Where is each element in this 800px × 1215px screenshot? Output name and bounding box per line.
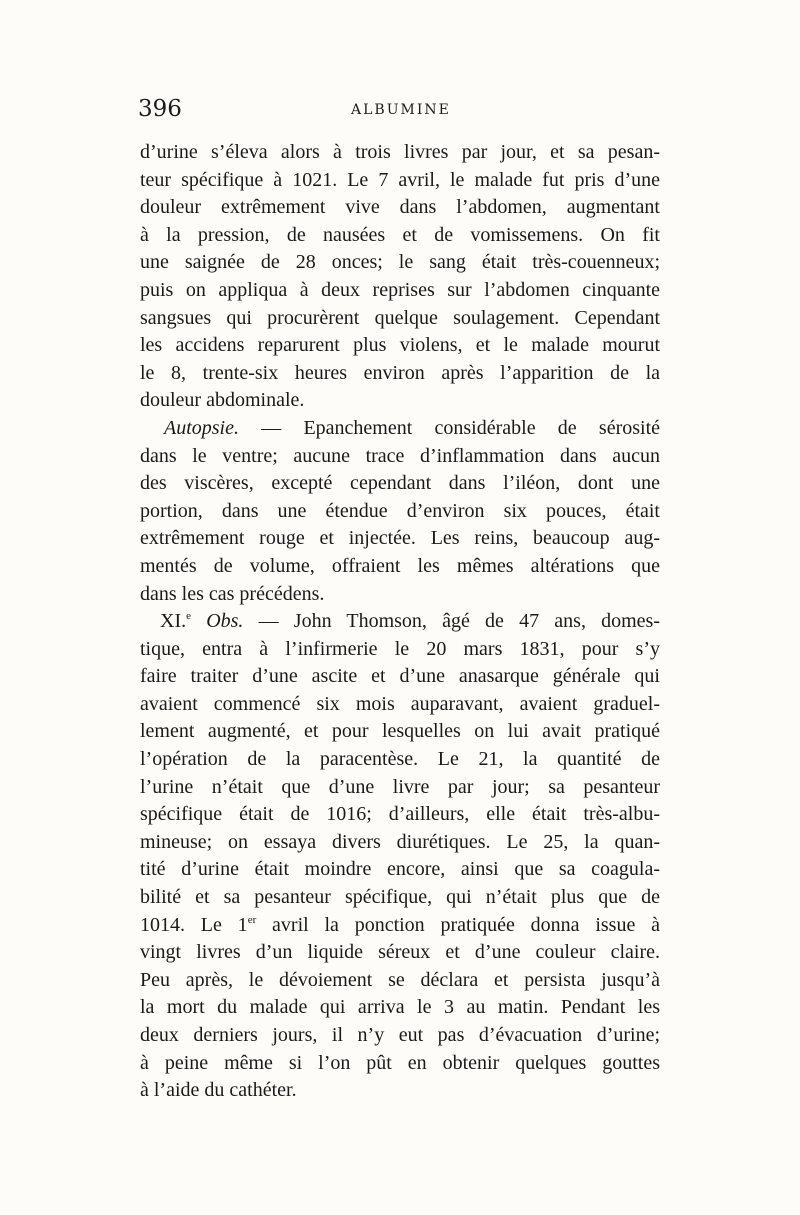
text-line: dans les cas précédens. [140, 582, 325, 605]
text-line: à l’aide du cathéter. [140, 1079, 297, 1102]
text-line: mentés de volume, offraient les mêmes altérations que [140, 554, 660, 577]
text-line: spécifique était de 1016; d’ailleurs, elle était très-albu- [140, 803, 660, 826]
observation-first-line-text: — John Thomson, âgé de 47 ans, domes- [243, 610, 660, 633]
text-line: dans le ventre; aucune trace d’inflammation dans aucun [140, 444, 660, 467]
text-line: tique, entra à l’infirmerie le 20 mars 1831, pour s’y [140, 637, 660, 660]
text-line: l’urine n’était que d’une livre par jour; sa pesanteur [140, 775, 660, 798]
observation-number: XI. [160, 610, 187, 633]
observation-first-line [140, 608, 660, 636]
text-segment: avril la ponction pratiquée donna issue à [256, 913, 661, 936]
text-line: avaient commencé six mois auparavant, avaient graduel- [140, 692, 660, 715]
text-line: mineuse; on essaya divers diurétiques. Le 25, la quan- [140, 830, 660, 853]
text-line-with-superscript [140, 912, 660, 940]
text-line: des viscères, excepté cependant dans l’iléon, dont une [140, 472, 660, 495]
text-line: la mort du malade qui arriva le 3 au matin. Pendant les [140, 996, 660, 1019]
page-number: 396 [138, 96, 182, 122]
body-text [140, 139, 660, 1105]
text-line: Peu après, le dévoiement se déclara et persista jusqu’à [140, 968, 660, 991]
text-line: le 8, trente-six heures environ après l’apparition de la [140, 361, 660, 384]
text-line: l’opération de la paracentèse. Le 21, la quantité de [140, 748, 660, 771]
text-line: lement augmenté, et pour lesquelles on lui avait pratiqué [140, 720, 660, 743]
text-line: d’urine s’éleva alors à trois livres par jour, et sa pesan- [140, 141, 660, 163]
text-line: tité d’urine était moindre encore, ainsi que sa coagula- [140, 858, 660, 881]
text-line: portion, dans une étendue d’environ six pouces, était [140, 499, 660, 522]
text-line: vingt livres d’un liquide séreux et d’une couleur claire. [140, 941, 660, 964]
text-line: une saignée de 28 onces; le sang était très-couenneux; [140, 251, 660, 274]
text-line: puis on appliqua à deux reprises sur l’abdomen cinquante [140, 278, 660, 301]
text-line: teur spécifique à 1021. Le 7 avril, le malade fut pris d’une [140, 168, 660, 191]
text-line: à la pression, de nausées et de vomissemens. On fit [140, 223, 660, 246]
text-line: faire traiter d’une ascite et d’une anasarque générale qui [140, 665, 660, 688]
text-line: les accidens reparurent plus violens, et le malade mourut [140, 334, 660, 357]
autopsie-label: Autopsie. [164, 416, 239, 439]
observation-number-superscript: e [186, 610, 191, 623]
autopsie-first-line-text: — Epanchement considérable de sérosité [239, 416, 660, 439]
text-line: bilité et sa pesanteur spécifique, qui n’était plus que de [140, 886, 660, 909]
page-header [138, 96, 668, 126]
text-line: à peine même si l’on pût en obtenir quelques gouttes [140, 1051, 660, 1074]
running-title: ALBUMINE [351, 102, 451, 118]
date-superscript: er [247, 913, 257, 926]
text-line: douleur abdominale. [140, 389, 305, 412]
autopsie-first-line [140, 415, 660, 443]
text-line: extrêmement rouge et injectée. Les reins, beaucoup aug- [140, 527, 660, 550]
observation-label: Obs. [206, 610, 244, 633]
text-line: sangsues qui procurèrent quelque soulagement. Cependant [140, 306, 660, 329]
text-segment: 1014. Le 1 [140, 913, 248, 936]
text-line: douleur extrêmement vive dans l’abdomen, augmentant [140, 196, 660, 219]
text-line: deux derniers jours, il n’y eut pas d’évacuation d’urine; [140, 1024, 660, 1046]
